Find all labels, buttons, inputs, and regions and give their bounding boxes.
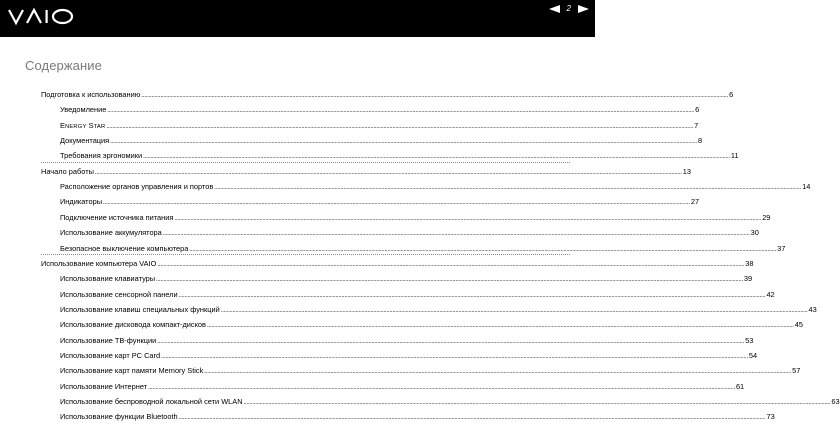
toc-leader-dots: ................................................................................................................................................................................................................................................................................................................................................................................................................ bbox=[157, 261, 745, 268]
toc-entry-label: Использование беспроводной локальной сети WLAN bbox=[60, 397, 243, 406]
toc-entry-label: Документация bbox=[60, 136, 110, 146]
toc-section-entry[interactable] bbox=[41, 166, 691, 176]
toc-leader-dots: ................................................................................................................................................................................................................................................................................................................................................................................................................ bbox=[107, 108, 695, 115]
toc-leader-dots: ................................................................................................................................................................................................................................................................................................................................................................................................................ bbox=[94, 169, 682, 176]
toc-subsection-entry[interactable] bbox=[60, 289, 775, 299]
toc-entry-label: ENERGY STAR bbox=[60, 120, 106, 130]
toc-section-entry[interactable] bbox=[41, 90, 734, 99]
toc-page-number: 39 bbox=[743, 274, 753, 284]
toc-leader-dots: ................................................................................................................................................................................................................................................................................................................................................................................................................ bbox=[189, 246, 777, 253]
toc-leader-dots: ................................................................................................................................................................................................................................................................................................................................................................................................................ bbox=[161, 353, 748, 360]
toc-subsection-entry[interactable] bbox=[60, 412, 775, 422]
toc-page-number: 42 bbox=[766, 289, 775, 299]
toc-page-number: 63 bbox=[831, 397, 840, 406]
toc-entry-label: Использование сенсорной панели bbox=[60, 289, 178, 299]
toc-subsection-entry[interactable] bbox=[60, 182, 811, 192]
toc-page-number: 38 bbox=[745, 258, 754, 268]
toc-leader-dots: ................................................................................................................................................................................................................................................................................................................................................................................................................ bbox=[178, 415, 766, 422]
toc-subsection-entry[interactable] bbox=[60, 120, 699, 130]
toc-entry-label: Использование клавиш специальных функций bbox=[60, 304, 220, 314]
toc-page-number: 53 bbox=[745, 335, 754, 345]
toc-page-number: 8 bbox=[698, 136, 703, 146]
toc-entry-label: Использование карт памяти Memory Stick bbox=[60, 366, 204, 376]
toc-entry-label: Использование карт PC Card bbox=[60, 350, 161, 360]
toc-subsection-entry[interactable] bbox=[60, 212, 771, 222]
toc-leader-dots: ................................................................................................................................................................................................................................................................................................................................................................................................................ bbox=[178, 292, 766, 299]
toc-page-number: 6 bbox=[695, 105, 700, 115]
toc-section-entry[interactable] bbox=[41, 258, 754, 268]
toc-subsection-entry[interactable] bbox=[60, 228, 759, 238]
toc-entry-label: Безопасное выключение компьютера bbox=[60, 243, 189, 253]
toc-subsection-entry[interactable] bbox=[60, 320, 804, 330]
toc-page-number: 57 bbox=[792, 366, 801, 376]
toc-page-number: 6 bbox=[729, 90, 734, 99]
toc-leader-dots: ................................................................................................................................................................................................................................................................................................................................................................................................................ bbox=[206, 323, 794, 330]
toc-leader-dots: ................................................................................................................................................................................................................................................................................................................................................................................................................ bbox=[156, 277, 743, 284]
toc-leader-dots: ................................................................................................................................................................................................................................................................................................................................................................................................................ bbox=[220, 307, 808, 314]
toc-entry-label: Использование функции Bluetooth bbox=[60, 412, 178, 422]
toc-subsection-entry[interactable] bbox=[60, 136, 703, 146]
toc-subsection-entry[interactable] bbox=[60, 366, 801, 376]
toc-page-number: 45 bbox=[794, 320, 804, 330]
toc-entry-label: Использование клавиатуры bbox=[60, 274, 156, 284]
toc-leader-dots: ................................................................................................................................................................................................................................................................................................................................................................................................................ bbox=[148, 384, 735, 391]
toc-entry-label: Начало работы bbox=[41, 166, 94, 176]
toc-leader-dots: ................................................................................................................................................................................................................................................................................................................................................................................................................ bbox=[141, 93, 729, 99]
previous-page-icon[interactable] bbox=[549, 5, 560, 13]
toc-section-divider bbox=[41, 162, 570, 163]
toc-leader-dots: ................................................................................................................................................................................................................................................................................................................................................................................................................ bbox=[103, 200, 690, 207]
toc-subsection-entry[interactable] bbox=[60, 381, 745, 391]
page-title: Содержание bbox=[25, 58, 102, 73]
toc-entry-label: Использование Интернет bbox=[60, 381, 148, 391]
toc-entry-label: Индикаторы bbox=[60, 197, 103, 207]
toc-page-number: 14 bbox=[802, 182, 811, 192]
toc-subsection-entry[interactable] bbox=[60, 397, 840, 406]
vaio-logo bbox=[8, 6, 78, 28]
toc-leader-dots: ................................................................................................................................................................................................................................................................................................................................................................................................................ bbox=[162, 231, 750, 238]
page-number: 2 bbox=[566, 4, 571, 13]
toc-subsection-entry[interactable] bbox=[60, 197, 700, 207]
toc-entry-label: Использование аккумулятора bbox=[60, 228, 162, 238]
toc-entry-label: Подключение источника питания bbox=[60, 212, 174, 222]
toc-subsection-entry[interactable] bbox=[60, 151, 739, 161]
toc-entry-label: Расположение органов управления и портов bbox=[60, 182, 214, 192]
toc-leader-dots: ................................................................................................................................................................................................................................................................................................................................................................................................................ bbox=[143, 154, 730, 161]
toc-subsection-entry[interactable] bbox=[60, 274, 753, 284]
toc-leader-dots: ................................................................................................................................................................................................................................................................................................................................................................................................................ bbox=[157, 338, 745, 345]
toc-page-number: 61 bbox=[735, 381, 745, 391]
toc-subsection-entry[interactable] bbox=[60, 350, 758, 360]
toc-page-number: 43 bbox=[808, 304, 817, 314]
toc-entry-label: Использование дисковода компакт-дисков bbox=[60, 320, 206, 330]
toc-entry-label: Использование компьютера VAIO bbox=[41, 258, 157, 268]
toc-page-number: 7 bbox=[694, 120, 699, 130]
toc-subsection-entry[interactable] bbox=[60, 105, 700, 115]
next-page-icon[interactable] bbox=[578, 5, 589, 13]
toc-page-number: 11 bbox=[730, 151, 739, 161]
page-navigator bbox=[549, 3, 589, 15]
toc-leader-dots: ................................................................................................................................................................................................................................................................................................................................................................................................................ bbox=[174, 215, 762, 222]
toc-subsection-entry[interactable] bbox=[60, 243, 786, 253]
toc-entry-label: Подготовка к использованию bbox=[41, 90, 141, 99]
toc-leader-dots: ................................................................................................................................................................................................................................................................................................................................................................................................................ bbox=[110, 139, 697, 146]
toc-subsection-entry[interactable] bbox=[60, 304, 817, 314]
toc-page-number: 29 bbox=[762, 212, 771, 222]
toc-page-number: 73 bbox=[766, 412, 775, 422]
toc-page-number: 54 bbox=[748, 350, 758, 360]
toc-section-divider bbox=[41, 254, 570, 255]
toc-page-number: 27 bbox=[690, 197, 700, 207]
toc-page-number: 13 bbox=[682, 166, 691, 176]
toc-entry-label: Требования эргономики bbox=[60, 151, 143, 161]
toc-entry-label: Уведомление bbox=[60, 105, 107, 115]
toc-subsection-entry[interactable] bbox=[60, 335, 754, 345]
toc-page-number: 30 bbox=[750, 228, 759, 238]
page-header bbox=[0, 0, 595, 37]
toc-leader-dots: ................................................................................................................................................................................................................................................................................................................................................................................................................ bbox=[243, 400, 831, 406]
toc-leader-dots: ................................................................................................................................................................................................................................................................................................................................................................................................................ bbox=[214, 185, 802, 192]
toc-entry-label: Использование ТВ-функции bbox=[60, 335, 157, 345]
toc-page-number: 37 bbox=[777, 243, 786, 253]
toc-leader-dots: ................................................................................................................................................................................................................................................................................................................................................................................................................ bbox=[204, 369, 792, 376]
toc-leader-dots: ................................................................................................................................................................................................................................................................................................................................................................................................................ bbox=[106, 123, 694, 130]
